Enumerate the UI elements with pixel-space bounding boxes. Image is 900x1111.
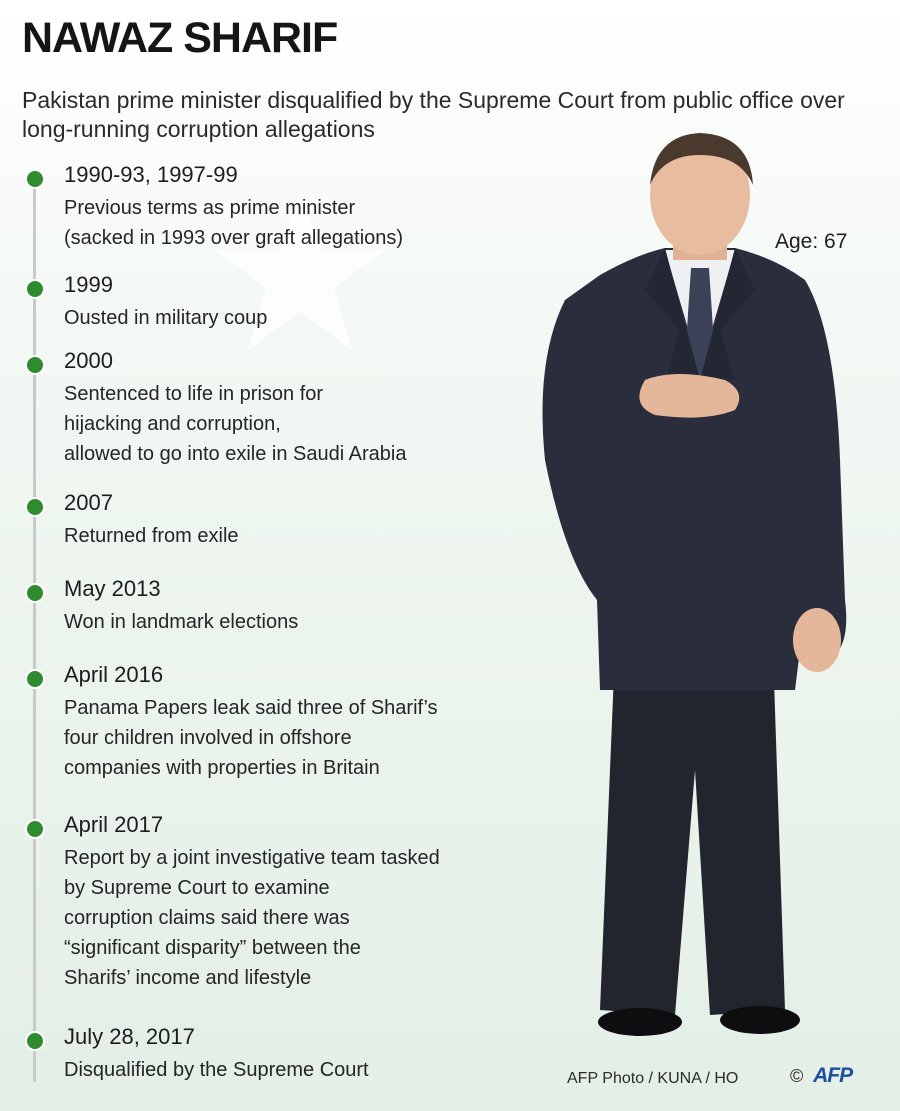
right-hand bbox=[793, 608, 841, 672]
subtitle: Pakistan prime minister disqualified by the Supreme Court from public office over long-running corruption allegations bbox=[22, 87, 845, 142]
timeline-dot bbox=[25, 169, 45, 189]
event-description: Panama Papers leak said three of Sharif’s four children involved in offshore companies with properties in Britain bbox=[64, 697, 438, 779]
event-date: 1999 bbox=[64, 272, 113, 297]
event-description: Ousted in military coup bbox=[64, 307, 268, 329]
timeline-dot bbox=[25, 819, 45, 839]
event-description: Disqualified by the Supreme Court bbox=[64, 1059, 369, 1081]
timeline-dot bbox=[25, 669, 45, 689]
afp-copyright bbox=[790, 1064, 852, 1088]
trousers bbox=[600, 650, 785, 1015]
timeline-dot bbox=[25, 497, 45, 517]
event-date: 2007 bbox=[64, 490, 113, 515]
event-date: 1990-93, 1997-99 bbox=[64, 162, 238, 187]
event-date: April 2016 bbox=[64, 662, 164, 687]
copyright-symbol: © bbox=[790, 1066, 804, 1086]
event-date: April 2017 bbox=[64, 812, 164, 837]
event-date: 2000 bbox=[64, 348, 113, 373]
event-date: May 2013 bbox=[64, 576, 161, 601]
timeline-dot bbox=[25, 1031, 45, 1051]
age-label: Age: 67 bbox=[775, 230, 848, 253]
afp-logo: AFP bbox=[813, 1064, 853, 1087]
event-description: Won in landmark elections bbox=[64, 611, 299, 633]
timeline-line bbox=[33, 175, 36, 1082]
event-date: July 28, 2017 bbox=[64, 1024, 195, 1049]
photo-credit: AFP Photo / KUNA / HO bbox=[567, 1070, 739, 1087]
event-description: Returned from exile bbox=[64, 525, 239, 547]
right-shoe bbox=[720, 1006, 800, 1034]
timeline-dot bbox=[25, 583, 45, 603]
timeline-dot bbox=[25, 355, 45, 375]
event-description: Previous terms as prime minister (sacked in 1993 over graft allegations) bbox=[64, 197, 404, 249]
portrait-photo bbox=[505, 130, 875, 1050]
hand-on-chest bbox=[639, 374, 739, 418]
event-description: Sentenced to life in prison for hijacking and corruption, allowed to go into exile in Saudi Arabia bbox=[64, 383, 407, 465]
left-shoe bbox=[598, 1008, 682, 1036]
event-description: Report by a joint investigative team tasked by Supreme Court to examine corruption claims said there was “significant disparity” between the Sharifs’ income and lifestyle bbox=[64, 847, 440, 989]
timeline-dot bbox=[25, 279, 45, 299]
page-title: NAWAZ SHARIF bbox=[22, 14, 338, 62]
